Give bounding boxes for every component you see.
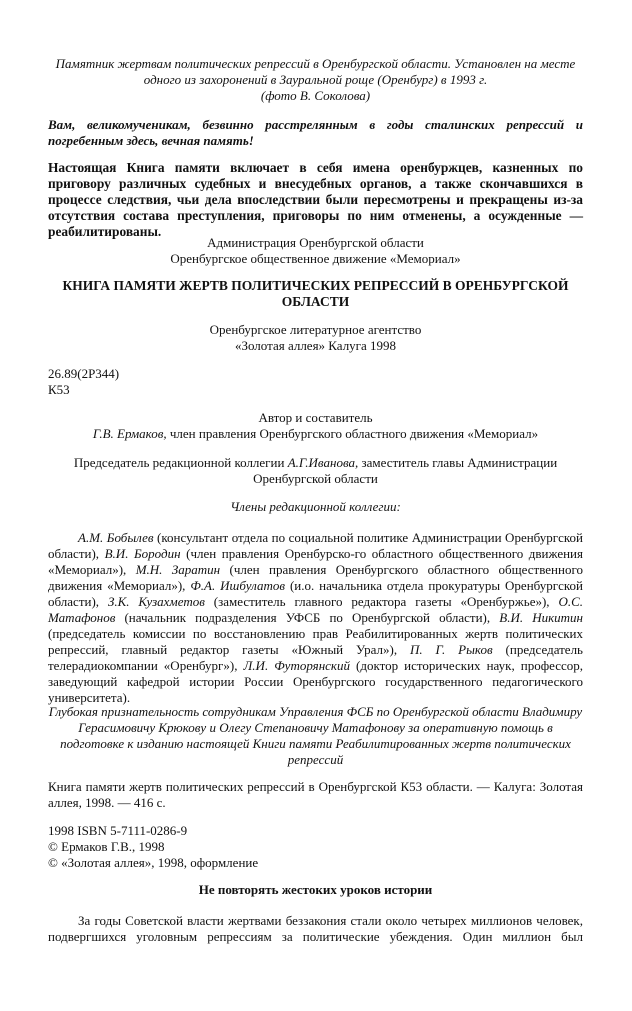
copyright-block (48, 823, 583, 871)
copyright-author: © Ермаков Г.В., 1998 (48, 839, 165, 854)
author-block (48, 410, 583, 442)
chair-line (48, 455, 583, 471)
author-line (48, 426, 583, 442)
author-name: Г.В. Ермаков, (92, 426, 167, 441)
photo-caption (48, 56, 583, 104)
member-role: (и.о. начальника отдела прокуратуры Оренбургской области), (48, 578, 583, 609)
book-title-line-1: КНИГА ПАМЯТИ ЖЕРТВ ПОЛИТИЧЕСКИХ РЕПРЕССИЙ В ОРЕНБУРГСКОЙ (62, 278, 569, 293)
member-name: Л.И. Футорянский (243, 658, 351, 673)
book-title (48, 278, 583, 310)
member-name: В.И. Никитин (499, 610, 584, 625)
bibliographic-entry: Книга памяти жертв политических репрессий в Оренбургской К53 области. — Калуга: Золотая аллея, 1998. — 416 с. (48, 779, 583, 810)
agency-line-1: Оренбургское литературное агентство (209, 322, 422, 337)
member-name: В.И. Бородин (104, 546, 181, 561)
intro-paragraph: Настоящая Книга памяти включает в себя имена оренбуржцев, казненных по приговору различных судебных и внесудебных органов, а также скончавшихся в процессе следствия, чьи дела впоследствии были пересмотрены и прекращены из-за отсутствия состава преступления, приговоры по ним отменены, а осужденные — реабилитированы. (48, 160, 583, 239)
member-name: А.М. Бобылев (78, 530, 154, 545)
member-name: П. Г. Рыков (410, 642, 493, 657)
member-role: (член правления Оренбургского областного общественного движения «Мемориал»), (48, 562, 583, 593)
chair-name: А.Г.Иванова, (287, 455, 359, 470)
board-heading: Члены редакционной коллегии: (230, 499, 401, 514)
classification (48, 366, 583, 398)
member-role: (председатель телерадиокомпании «Оренбург»), (48, 642, 583, 673)
author-heading: Автор и составитель (258, 410, 373, 425)
ack-line-2: Герасимовичу Крюкову и Олегу Степановичу Матафонову за оперативную помощь в (78, 720, 553, 735)
publisher-administration: Администрация Оренбургской области (207, 235, 424, 250)
chair-suffix: заместитель главы Администрации (358, 455, 558, 470)
isbn: 1998 ISBN 5-7111-0286-9 (48, 823, 188, 838)
chair-block (48, 455, 583, 487)
copyright-design: © «Золотая аллея», 1998, оформление (48, 855, 259, 870)
ack-line-1: Глубокая признательность сотрудникам Управления ФСБ по Оренбургской области Владимиру (48, 704, 583, 719)
member-name: О.С. Матафонов (48, 594, 583, 625)
section-heading: Не повторять жестоких уроков истории (198, 882, 433, 897)
chair-line-2: Оренбургской области (253, 471, 378, 486)
dedication: Вам, великомученикам, безвинно расстрелянным в годы сталинских репрессий и погребенным здесь, вечная память! (48, 117, 583, 148)
caption-line-2: одного из захоронений в Зауральной роще (Оренбург) в 1993 г. (143, 72, 488, 87)
publisher-memorial: Оренбургское общественное движение «Мемориал» (170, 251, 461, 266)
member-role: (консультант отдела по социальной политике Администрации Оренбургской области), (48, 530, 584, 561)
member-name: Ф.А. Ишбулатов (190, 578, 286, 593)
member-name: М.Н. Заратин (135, 562, 221, 577)
section-paragraph: За годы Советской власти жертвами беззакония стали около четырех миллионов человек, подвергшихся уголовным репрессиям за политические убеждения. Один миллион был (48, 913, 583, 944)
bbk-code: 26.89(2Р344) (48, 366, 120, 381)
member-role: (заместитель главного редактора газеты «Оренбуржье»), (204, 594, 559, 609)
member-name: З.К. Кузахметов (107, 594, 205, 609)
publishers (48, 235, 583, 267)
ack-line-4: репрессий (287, 752, 344, 767)
board-members (48, 530, 583, 706)
member-role: (председатель комиссии по восстановлению прав Реабилитированных жертв политических репрессий, главный редактор газеты «Южный Урал»), (48, 626, 583, 657)
agency (48, 322, 583, 354)
member-role: (член правления Оренбурско-го областного общественного движения «Мемориал»), (48, 546, 583, 577)
chair-prefix: Председатель редакционной коллегии (73, 455, 288, 470)
book-title-line-2: ОБЛАСТИ (281, 294, 350, 309)
caption-line-3: (фото В. Соколова) (260, 88, 371, 103)
acknowledgement (48, 704, 583, 768)
author-role: член правления Оренбургского областного движения «Мемориал» (166, 426, 539, 441)
member-role: (начальник подразделения УФСБ по Оренбургской области), (115, 610, 500, 625)
agency-line-2: «Золотая аллея» Калуга 1998 (234, 338, 397, 353)
member-role: (доктор исторических наук, профессор, заведующий кафедрой истории России Оренбургского государственного педагогического университета). (48, 658, 583, 705)
caption-line-1: Памятник жертвам политических репрессий в Оренбургской области. Установлен на месте (55, 56, 576, 71)
author-code: К53 (48, 382, 70, 397)
ack-line-3: подготовке к изданию настоящей Книги памяти Реабилитированных жертв политических (60, 736, 571, 751)
